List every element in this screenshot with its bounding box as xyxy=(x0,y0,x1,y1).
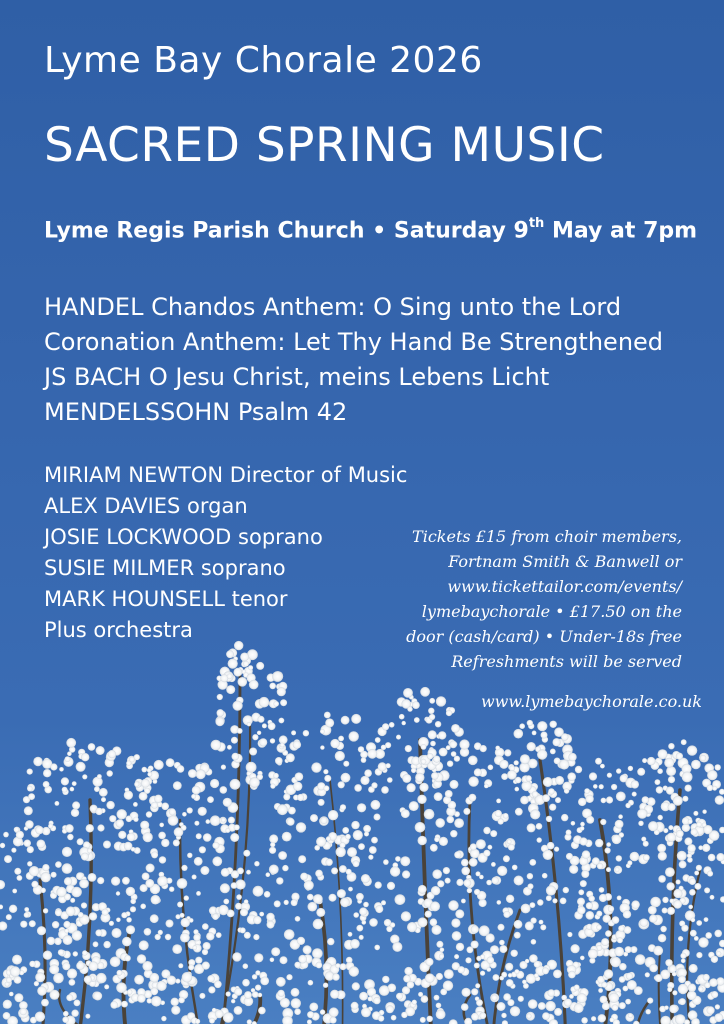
programme-item: Coronation Anthem: Let Thy Hand Be Strengthened xyxy=(44,328,664,356)
performer-item: ALEX DAVIES organ xyxy=(44,494,248,518)
concert-day: Saturday 9 xyxy=(393,218,529,244)
ticket-info xyxy=(362,524,682,674)
performers-list xyxy=(44,460,407,646)
ticket-line: Fortnam Smith & Banwell or xyxy=(448,552,682,571)
venue-date-line xyxy=(44,218,697,243)
programme-list xyxy=(44,290,663,430)
choir-title: Lyme Bay Chorale 2026 xyxy=(44,40,483,81)
performer-item: SUSIE MILMER soprano xyxy=(44,556,286,580)
performer-item: Plus orchestra xyxy=(44,618,193,642)
concert-time: May at 7pm xyxy=(552,218,698,244)
programme-item: HANDEL Chandos Anthem: O Sing unto the Lord xyxy=(44,293,622,321)
programme-item: JS BACH O Jesu Christ, meins Lebens Licht xyxy=(44,363,550,391)
website-url: www.lymebaychorale.co.uk xyxy=(480,692,702,711)
ticket-line: lymebaychorale • £17.50 on the xyxy=(421,602,682,621)
ticket-line: door (cash/card) • Under-18s free xyxy=(406,627,682,646)
date-ordinal: th xyxy=(528,216,545,231)
concert-title: SACRED SPRING MUSIC xyxy=(44,118,605,173)
ticket-line: Refreshments will be served xyxy=(451,652,682,671)
performer-item: MARK HOUNSELL tenor xyxy=(44,587,288,611)
venue-name: Lyme Regis Parish Church xyxy=(44,218,365,244)
performer-item: MIRIAM NEWTON Director of Music xyxy=(44,463,408,487)
ticket-line: Tickets £15 from choir members, xyxy=(412,527,682,546)
programme-item: MENDELSSOHN Psalm 42 xyxy=(44,398,348,426)
performer-item: JOSIE LOCKWOOD soprano xyxy=(44,525,323,549)
ticket-line: www.tickettailor.com/events/ xyxy=(447,577,682,596)
bullet-separator: • xyxy=(372,218,387,244)
